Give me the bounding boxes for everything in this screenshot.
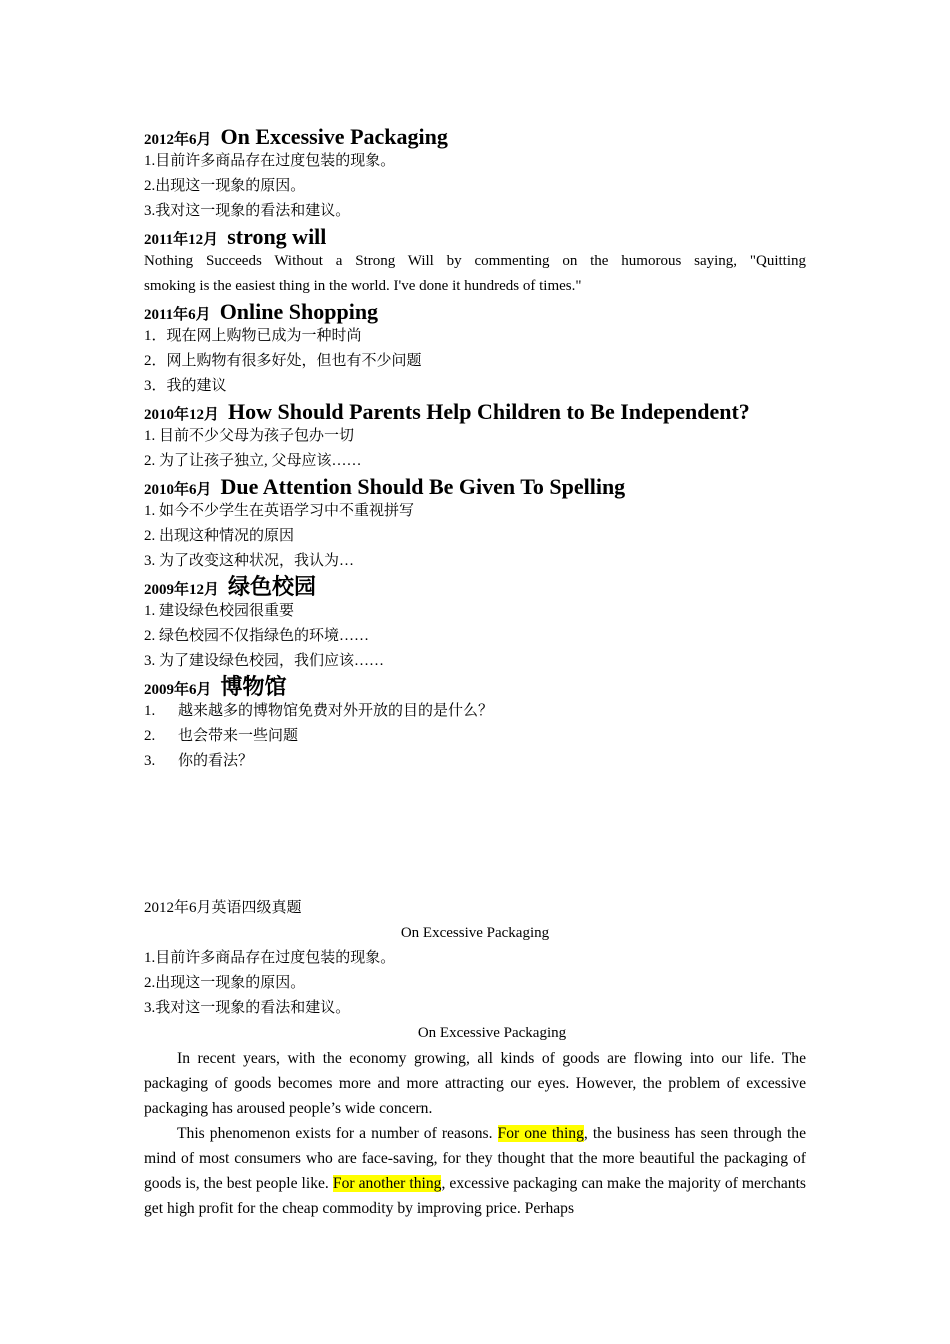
topic-point: 2．网上购物有很多好处，但也有不少问题 <box>144 353 422 369</box>
topic-point: 2. 为了让孩子独立, 父母应该…… <box>144 453 362 469</box>
topic-date: 2010年6月 <box>144 482 212 498</box>
topic-2010-06 <box>144 474 806 574</box>
topic-date: 2009年6月 <box>144 682 212 698</box>
point-number: 3. <box>144 753 156 769</box>
topic-date: 2009年12月 <box>144 582 220 598</box>
topic-point: 3.我对这一现象的看法和建议。 <box>144 203 351 219</box>
topic-point: 3. 为了改变这种状况，我认为… <box>144 553 355 569</box>
section-heading: 2012年6月英语四级真题 <box>144 900 302 916</box>
section-point: 3.我对这一现象的看法和建议。 <box>144 1000 351 1016</box>
exam-section <box>144 896 806 1221</box>
topic-title: Online Shopping <box>219 299 379 324</box>
topic-point: 1. 目前不少父母为孩子包办一切 <box>144 428 355 444</box>
topic-date: 2012年6月 <box>144 132 212 148</box>
topic-description-line: smoking is the easiest thing in the world. I've done it hundreds of times." <box>144 278 582 294</box>
topic-date: 2010年12月 <box>144 407 220 423</box>
point-text: 你的看法？ <box>178 753 254 769</box>
topic-point: 3．我的建议 <box>144 378 227 394</box>
topic-header <box>144 124 806 149</box>
essay-paragraph-2 <box>144 1121 806 1221</box>
section-title: On Excessive Packaging <box>400 925 550 941</box>
highlighted-phrase: For one thing <box>497 1125 584 1142</box>
topic-2011-12 <box>144 224 806 299</box>
topic-2010-12 <box>144 399 806 474</box>
topic-description-line: Nothing Succeeds Without a Strong Will by commenting on the humorous saying, "Quitting <box>144 253 806 269</box>
paragraph-text: , excessive packaging can make the majority of merchants get high profit for the cheap commodity by improving price. Perhaps <box>144 1175 806 1217</box>
topic-point: 2. 绿色校园不仅指绿色的环境…… <box>144 628 370 644</box>
topic-title: 绿色校园 <box>228 574 317 599</box>
numbered-point <box>144 699 806 724</box>
topic-header <box>144 399 806 424</box>
numbered-point <box>144 724 806 749</box>
topic-header <box>144 474 806 499</box>
section-point: 2.出现这一现象的原因。 <box>144 975 306 991</box>
topic-date: 2011年12月 <box>144 232 219 248</box>
numbered-point <box>144 749 806 774</box>
point-text: 也会带来一些问题 <box>178 728 299 744</box>
topic-point: 3. 为了建设绿色校园，我们应该…… <box>144 653 385 669</box>
topic-header <box>144 574 806 599</box>
essay-title: On Excessive Packaging <box>417 1025 567 1041</box>
topic-header <box>144 299 806 324</box>
essay-paragraph-1: In recent years, with the economy growing, all kinds of goods are flowing into our life. The packaging of goods becomes more and more attracting our eyes. However, the problem of excessive packaging has aroused people’s wide concern. <box>144 1050 806 1117</box>
paragraph-text: This phenomenon exists for a number of reasons. <box>177 1125 498 1142</box>
topic-title: Due Attention Should Be Given To Spelling <box>220 474 626 499</box>
topic-point: 1. 如今不少学生在英语学习中不重视拼写 <box>144 503 415 519</box>
topic-point: 1．现在网上购物已成为一种时尚 <box>144 328 362 344</box>
topic-2012-06 <box>144 124 806 224</box>
point-number: 2. <box>144 728 156 744</box>
topic-2009-12 <box>144 574 806 674</box>
topic-title: How Should Parents Help Children to Be Independent? <box>228 399 750 424</box>
topic-title: strong will <box>227 224 327 249</box>
topic-date: 2011年6月 <box>144 307 211 323</box>
topic-2011-06 <box>144 299 806 399</box>
topic-2009-06 <box>144 674 806 774</box>
paragraph-text: , the business has seen through the mind of most consumers who are face-saving, for they thought that the more beautiful the packaging of goods is, the best people like. <box>144 1125 806 1192</box>
topic-header <box>144 224 806 249</box>
point-text: 越来越多的博物馆免费对外开放的目的是什么？ <box>178 703 494 719</box>
topic-header <box>144 674 806 699</box>
topic-point: 1.目前许多商品存在过度包装的现象。 <box>144 153 396 169</box>
topic-title: On Excessive Packaging <box>220 124 448 149</box>
highlighted-phrase: For another thing <box>332 1175 442 1192</box>
section-point: 1.目前许多商品存在过度包装的现象。 <box>144 950 396 966</box>
topic-point: 2. 出现这种情况的原因 <box>144 528 295 544</box>
topic-point: 1. 建设绿色校园很重要 <box>144 603 295 619</box>
point-number: 1. <box>144 703 156 719</box>
topic-point: 2.出现这一现象的原因。 <box>144 178 306 194</box>
topic-title: 博物馆 <box>220 674 287 699</box>
